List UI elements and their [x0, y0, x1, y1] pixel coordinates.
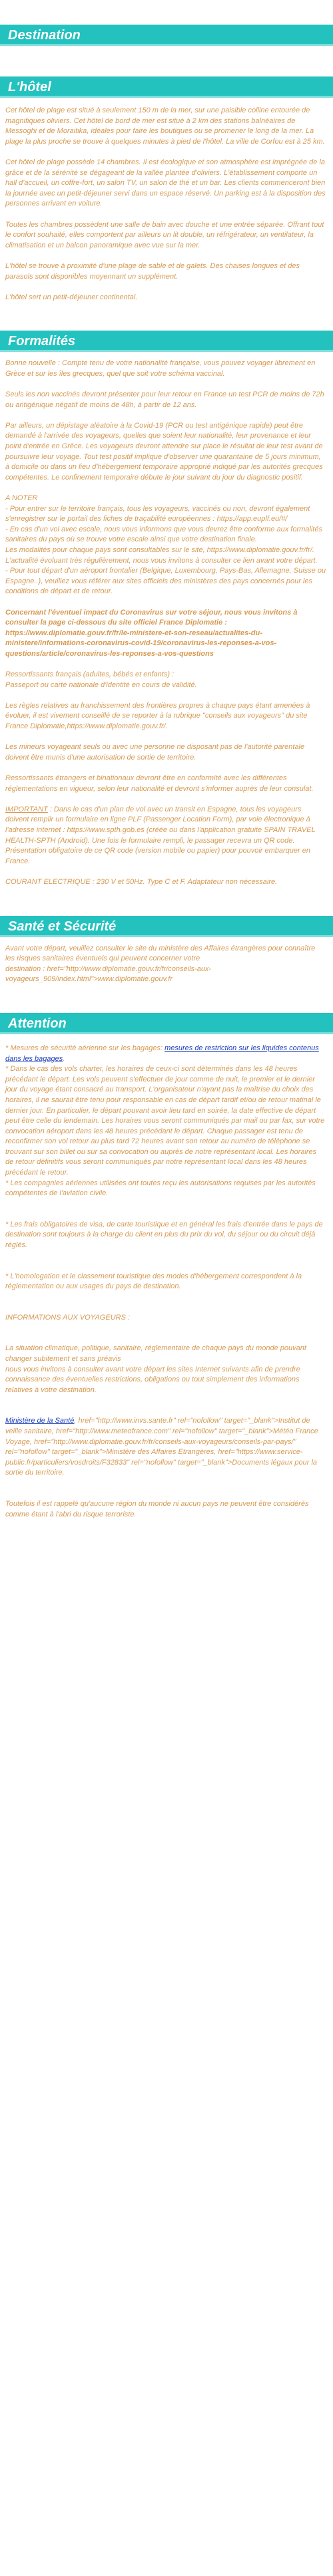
formalites-paragraph: Bonne nouvelle : Compte tenu de votre nationalité française, vous pouvez voyager librement en Grèce et sur les îles grecques, quel que soit votre schéma vaccinal.: [5, 359, 316, 378]
attention-item: * Dans le cas des vols charter, les horaires de ceux-ci sont déterminés dans les 48 heures précédant le départ. Les vols peuvent s'effectuer de jour comme de nuit, le premier et le dernier jour du voyage étant consacré au transport. L'organisateur n'ayant pas la maîtrise du choix des horaires, il ne saurait être tenu pour responsable en cas de départ tardif et/ou de retour matinal le dernier jour. En particulier, le départ pouvant avoir lieu tard en soirée, la date effective de départ peut être celle du lendemain. Les horaires vous seront communiqués par mail ou par fax, sur votre convocation aéroport dans les 48 heures précédant le départ. Chaque passager est tenu de reconfirmer son vol retour au plus tard 72 heures avant son retour au numéro de téléphone se trouvant sur son billet ou sur sa convocation ou auprès de notre représentant local. Les horaires de retour définitifs vous seront communiqués par notre représentant local dans les 48 heures précédant le retour.: [5, 1065, 325, 1177]
a-noter-heading: A NOTER: [5, 494, 38, 502]
attention-text: [0, 1044, 333, 1520]
useful-sites: [5, 1416, 326, 1479]
hotel-paragraph: Cet hôtel de plage est situé à seulement 150 m de la mer, sur une paisible colline entourée de magnifiques oliviers. Cet hôtel de bord de mer est situé à 2 km des stations balnéaires de Messoghi et de Moraitika, idéales pour faire les boutiques ou se promener le long de la mer. La plage la plus proche se trouve à quelques minutes à pied de l'hôtel. La ville de Corfou est à 25 km.: [5, 106, 325, 146]
formalites-paragraph: Les règles relatives au franchissement des frontières propres à chaque pays étant amenées à évoluer, il est vivement conseillé de se reporter à la rubrique "conseils aux voyageurs" du site France Diplomatie,https://www.diplomatie.gouv.fr/.: [5, 701, 310, 731]
section-header-formalites: Formalités: [0, 331, 333, 352]
a-noter-item: - Pour entrer sur le territoire français, tous les voyageurs, vaccinés ou non, devront également s'enregistrer sur le portail des fiches de traçabilité européennes : https://app.euplf.eu/#/: [5, 504, 310, 523]
formalites-paragraph: Ressortissants étrangers et binationaux devront être en conformité avec les différentes réglementations en vigueur, selon leur nationalité et devront s'informer auprès de leur consulat.: [5, 774, 314, 793]
attention-item-text: * Mesures de sécurité aérienne sur les bagages:: [5, 1044, 165, 1052]
section-header-attention: Attention: [0, 1013, 333, 1034]
a-noter-item: Les modalités pour chaque pays sont consultables sur le site, https://www.diplomatie.gouv.fr/fr/. L'actualité évoluant très régulièrement, nous vous invitons à consulter ce lien avant votre départ.: [5, 545, 318, 565]
hotel-paragraph: L'hôtel sert un petit-déjeuner continental.: [5, 293, 138, 301]
formalites-paragraph: Par ailleurs, un dépistage aléatoire à la Covid-19 (PCR ou test antigénique rapide) peut être demandé à l'arrivée des voyageurs, quelles que soient leur nationalité, leur provenance et leur point d'entrée en Grèce. Les voyageurs devront attendre sur place le résultat de leur test avant de poursuivre leur voyage. Tout test positif implique d'observer une quarantaine de 5 jours minimum, à domicile ou dans un lieu d'hébergement temporaire approprié indiqué par les autorités grecques compétentes. Le confinement temporaire débute le jour suivant du jour du diagnostic positif.: [5, 421, 323, 482]
sante-paragraph: Avant votre départ, veuillez consulter le site du ministère des Affaires étrangères pour connaître les risques sanitaires éventuels qui peuvent concerner votre: [5, 944, 316, 963]
attention-item: * Les compagnies aériennes utilisées ont toutes reçu les autorisations requises par les autorités compétentes de l'aviation civile.: [5, 1179, 316, 1198]
liquids-restriction-link[interactable]: mesures de restriction sur les liquides contenus dans les bagages: [5, 1044, 319, 1063]
important-label: IMPORTANT: [5, 805, 48, 813]
ministere-sante-link[interactable]: Ministère de la Santé: [5, 1417, 75, 1425]
courant-electrique: COURANT ELECTRIQUE : 230 V et 50Hz. Type C et F. Adaptateur non nécessaire.: [5, 877, 278, 886]
a-noter-item: - Pour tout départ d'un aéroport frontalier (Belgique, Luxembourg, Pays-Bas, Allemagne, Suisse ou Espagne..), veuillez vous référer aux sites officiels des ministères des pays concernés pour les conditions de départ et de retour.: [5, 567, 326, 596]
formalites-text: [0, 358, 333, 887]
important-text: : Dans le cas d'un plan de vol avec un transit en Espagne, tous les voyageurs doivent remplir un formulaire en ligne PLF (Passenger Location Form), par voie électronique à l'adresse internet : https://www.spth.gob.es (créée ou dans l'application gratuite SPAIN TRAVEL HEALTH-SPTH (Android). Une fois le formulaire rempli, le passager recevra un QR code. Présentation obligatoire de ce QR code (version mobile ou papier) pour pouvoir embarquer en France.: [5, 805, 316, 865]
a-noter-item: - En cas d'un vol avec escale, nous vous informons que vous devrez être conforme aux formalités sanitaires du pays où se trouve votre escale ainsi que votre destination finale.: [5, 525, 322, 544]
hotel-paragraph: Cet hôtel de plage possède 14 chambres. Il est écologique et son atmosphère est imprégnée de la grâce et de la sérénité se dégageant de la vallée plantée d'oliviers. L'établissement comporte un hall d'accueil, un coffre-fort, un salon TV, un salon de thé et un bar. Les clients commenceront bien la journée avec un petit-déjeuner servi dans un espace réservé. Un parking est à la disposition des personnes arrivant en voiture.: [5, 158, 326, 208]
ressortissants-line: Passeport ou carte nationale d'identité en cours de validité.: [5, 680, 197, 689]
page: [0, 25, 333, 1520]
sante-text: [0, 944, 333, 985]
useful-sites-text: , href="http://www.invs.sante.fr" rel="nofollow" target="_blank">Institut de veille sanitaire, href="http://www.meteofrance.com" rel="nofollow" target="_blank">Météo France Voyage, href="http://www.diplomatie.gouv.fr/fr/conseils-aux-voyageurs/conseils-par-pays/" rel="nofollow" target="_blank">Ministère des Affaires Etrangères, href="https://www.service-public.fr/particuliers/vosdroits/F32833" rel="nofollow" target="_blank">Documents légaux pour la sortie du territoire.: [5, 1417, 318, 1477]
terrorism-notice: Toutefois il est rappelé qu'aucune région du monde ni aucun pays ne peuvent être considérés comme étant à l'abri du risque terroriste.: [5, 1499, 309, 1518]
formalites-paragraph: Les mineurs voyageant seuls ou avec une personne ne disposant pas de l'autorité parentale doivent être munis d'une autorisation de sortie de territoire.: [5, 743, 305, 762]
attention-item: [5, 1044, 326, 1064]
sante-paragraph: destination : href="http://www.diplomatie.gouv.fr/fr/conseils-aux-voyageurs_909/index.html">www.diplomatie.gouv.fr: [5, 964, 212, 984]
formalites-paragraph: Seuls les non vaccinés devront présenter pour leur retour en France un test PCR de moins de 72h ou antigénique négatif de moins de 48h, à partir de 12 ans.: [5, 390, 324, 409]
hotel-text: [0, 106, 333, 303]
attention-item: * L'homologation et le classement touristique des modes d'hébergement correspondent à la réglementation ou aux usages du pays de destination.: [5, 1272, 302, 1291]
hotel-paragraph: L'hôtel se trouve à proximité d'une plage de sable et de galets. Des chaises longues et des parasols sont disponibles moyennant un supplément.: [5, 261, 300, 281]
informations-paragraph: nous vous invitons à consulter avant votre départ les sites Internet suivants afin de prendre connaissance des éventuelles restrictions, obligations ou tout simplement des informations relatives à votre destination.: [5, 1365, 300, 1394]
informations-paragraph: La situation climatique, politique, sanitaire, réglementaire de chaque pays du monde pouvant changer subitement et sans préavis: [5, 1344, 306, 1363]
important-notice: [5, 805, 326, 867]
section-header-hotel: L'hôtel: [0, 76, 333, 98]
section-header-sante: Santé et Sécurité: [0, 916, 333, 937]
coronavirus-notice: Concernant l'éventuel impact du Coronavirus sur votre séjour, nous vous invitons à consulter la page ci-dessous du site officiel France Diplomatie : https://www.diplomatie.gouv.fr/fr/le-ministere-et-son-reseau/actualites-du-ministere/informations-coronavirus-covid-19/coronavirus-les-reponses-a-vos-questions/article/coronavirus-les-reponses-a-vos-questions: [5, 608, 298, 658]
attention-item: * Les frais obligatoires de visa, de carte touristique et en général les frais d'entrée dans le pays de destination sont toujours à la charge du client en plus du prix du vol, du séjour ou du circuit déjà réglés.: [5, 1220, 323, 1250]
informations-voyageurs-heading: INFORMATIONS AUX VOYAGEURS :: [5, 1313, 131, 1322]
section-header-destination: Destination: [0, 25, 333, 46]
hotel-paragraph: Toutes les chambres possèdent une salle de bain avec douche et une entrée séparée. Offrant tout le confort souhaité, elles comportent par ailleurs un lit double, un réfrigérateur, un ventilateur, la climatisation et un balcon panoramique avec vue sur la mer.: [5, 220, 324, 249]
attention-item-text: .: [63, 1054, 65, 1063]
ressortissants-line: Ressortissants français (adultes, bébés et enfants) :: [5, 670, 174, 679]
